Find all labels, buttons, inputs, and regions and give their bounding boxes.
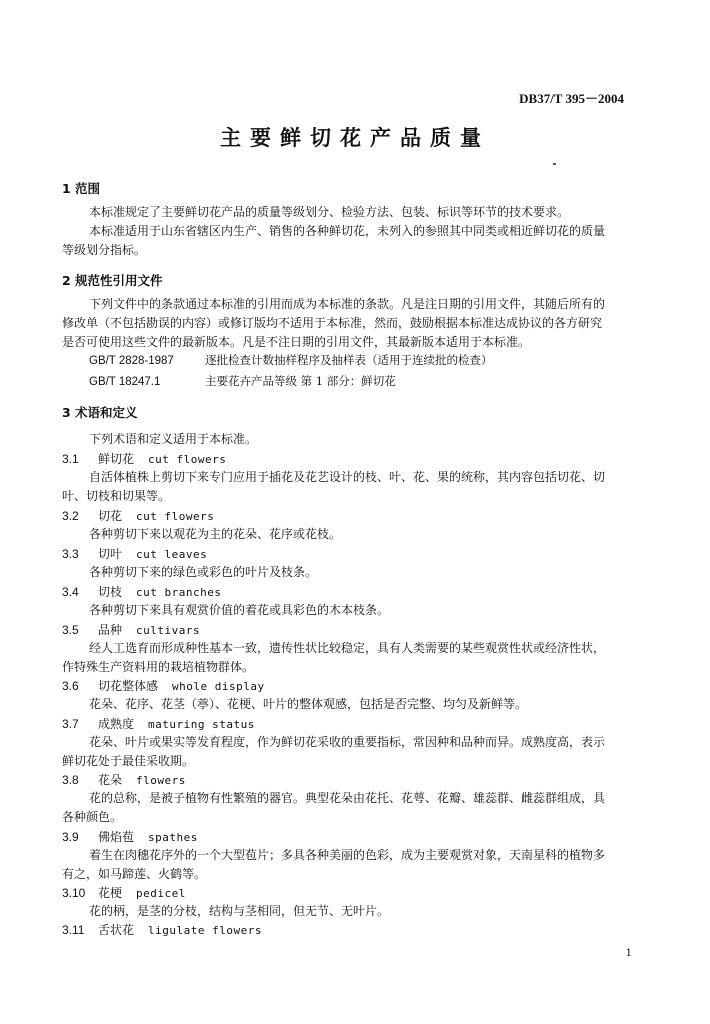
term-chinese: 切叶 [98, 547, 123, 561]
term-chinese: 花朵 [98, 773, 123, 787]
term-definition: 花朵、花序、花茎（葶）、花梗、叶片的整体观感，包括是否完整、均匀及新鲜等。 [89, 697, 528, 711]
reference-title: 主要花卉产品等级 第 1 部分：鲜切花 [205, 374, 396, 388]
term-chinese: 舌状花 [98, 923, 135, 937]
term-number: 3.2 [62, 509, 79, 523]
term-definition: 经人工选育而形成种性基本一致，遗传性状比较稳定，具有人类需要的某些观赏性状或经济性状， [89, 641, 606, 655]
term-definition: 鲜切花处于最佳采收期。 [62, 754, 195, 768]
term-number: 3.11 [62, 923, 85, 937]
term-number: 3.9 [62, 830, 79, 844]
term-number: 3.10 [62, 886, 86, 900]
term-chinese: 切枝 [98, 585, 123, 599]
term-heading [62, 677, 265, 694]
reference-title: 逐批检查计数抽样程序及抽样表（适用于连续批的检查） [205, 353, 493, 367]
term-english: whole display [172, 680, 265, 693]
term-heading [62, 545, 207, 562]
term-definition: 作特殊生产资料用的栽培植物群体。 [62, 660, 255, 674]
term-heading [62, 507, 214, 524]
paragraph: 修改单（不包括勘误的内容）或修订版均不适用于本标准，然而，鼓励根据本标准达成协议的各方研究 [62, 316, 603, 330]
term-heading [62, 771, 186, 788]
term-chinese: 切花整体感 [98, 679, 159, 693]
term-english: spathes [148, 831, 198, 844]
term-english: pedicel [136, 887, 186, 900]
term-english: cultivars [136, 624, 201, 637]
term-english: flowers [136, 774, 186, 787]
term-heading [62, 621, 200, 638]
term-chinese: 成熟度 [98, 717, 135, 731]
term-chinese: 佛焰苞 [98, 830, 135, 844]
section-2-heading: 2 规范性引用文件 [62, 273, 163, 288]
document-title: 主要鲜切花产品质量 [220, 125, 490, 150]
paragraph: 下列文件中的条款通过本标准的引用而成为本标准的条款。凡是注日期的引用文件，其随后所有的 [89, 297, 606, 311]
term-chinese: 花梗 [98, 886, 123, 900]
scan-speck [553, 163, 556, 165]
term-number: 3.5 [62, 623, 79, 637]
term-chinese: 品种 [98, 623, 123, 637]
term-definition: 叶、切枝和切果等。 [62, 489, 171, 503]
term-heading [62, 583, 222, 600]
term-definition: 花的总称，是被子植物有性繁殖的器官。典型花朵由花托、花萼、花瓣、雄蕊群、雌蕊群组成，具 [89, 791, 606, 805]
term-definition: 各种剪切下来以观花为主的花朵、花序或花枝。 [89, 527, 342, 541]
term-heading [62, 828, 198, 845]
term-definition: 着生在肉穗花序外的一个大型苞片；多具各种美丽的色彩，成为主要观赏对象，天南星科的植物多 [89, 848, 606, 862]
section-3-heading: 3 术语和定义 [62, 405, 138, 420]
term-heading [62, 921, 262, 938]
term-definition: 花的柄，是茎的分枝，结构与茎相同，但无节、无叶片。 [89, 904, 390, 918]
term-number: 3.8 [62, 773, 79, 787]
term-english: ligulate flowers [148, 924, 262, 937]
term-english: cut leaves [136, 548, 208, 561]
paragraph: 本标准适用于山东省辖区内生产、销售的各种鲜切花，未列入的参照其中同类或相近鲜切花的质量 [89, 224, 606, 238]
paragraph: 下列术语和定义适用于本标准。 [89, 432, 258, 446]
paragraph: 等级划分指标。 [62, 243, 147, 257]
term-heading [62, 884, 186, 901]
reference-code: GB/T 2828-1987 [89, 355, 174, 367]
reference-item [89, 352, 493, 368]
section-1-heading: 1 范围 [62, 181, 101, 196]
term-heading [62, 450, 226, 467]
reference-item [89, 373, 396, 389]
term-english: maturing status [148, 718, 255, 731]
term-english: cut flowers [136, 510, 215, 523]
term-definition: 自活体植株上剪切下来专门应用于插花及花艺设计的枝、叶、花、果的统称，其内容包括切花、切 [89, 470, 606, 484]
term-chinese: 鲜切花 [98, 452, 135, 466]
term-number: 3.7 [62, 717, 79, 731]
term-number: 3.3 [62, 547, 79, 561]
paragraph: 本标准规定了主要鲜切花产品的质量等级划分、检验方法、包装、标识等环节的技术要求。 [89, 205, 570, 219]
term-definition: 花朵、叶片或果实等发育程度，作为鲜切花采收的重要指标，常因种和品种而异。成熟度高，表示 [89, 735, 606, 749]
term-definition: 各种剪切下来的绿色或彩色的叶片及枝条。 [89, 565, 318, 579]
document-code: DB37/T 395－2004 [519, 91, 624, 106]
term-definition: 各种剪切下来具有观赏价值的着花或具彩色的木本枝条。 [89, 603, 390, 617]
page-number: 1 [625, 948, 632, 959]
term-number: 3.6 [62, 679, 79, 693]
term-english: cut branches [136, 586, 222, 599]
term-definition: 有之，如马蹄莲、火鹤等。 [62, 867, 207, 881]
term-heading [62, 715, 255, 732]
reference-code: GB/T 18247.1 [89, 376, 161, 388]
term-chinese: 切花 [98, 509, 123, 523]
term-english: cut flowers [148, 453, 227, 466]
term-number: 3.1 [62, 452, 79, 466]
term-definition: 各种颜色。 [62, 810, 123, 824]
term-number: 3.4 [62, 585, 79, 599]
paragraph: 是否可使用这些文件的最新版本。凡是不注日期的引用文件，其最新版本适用于本标准。 [62, 335, 531, 349]
